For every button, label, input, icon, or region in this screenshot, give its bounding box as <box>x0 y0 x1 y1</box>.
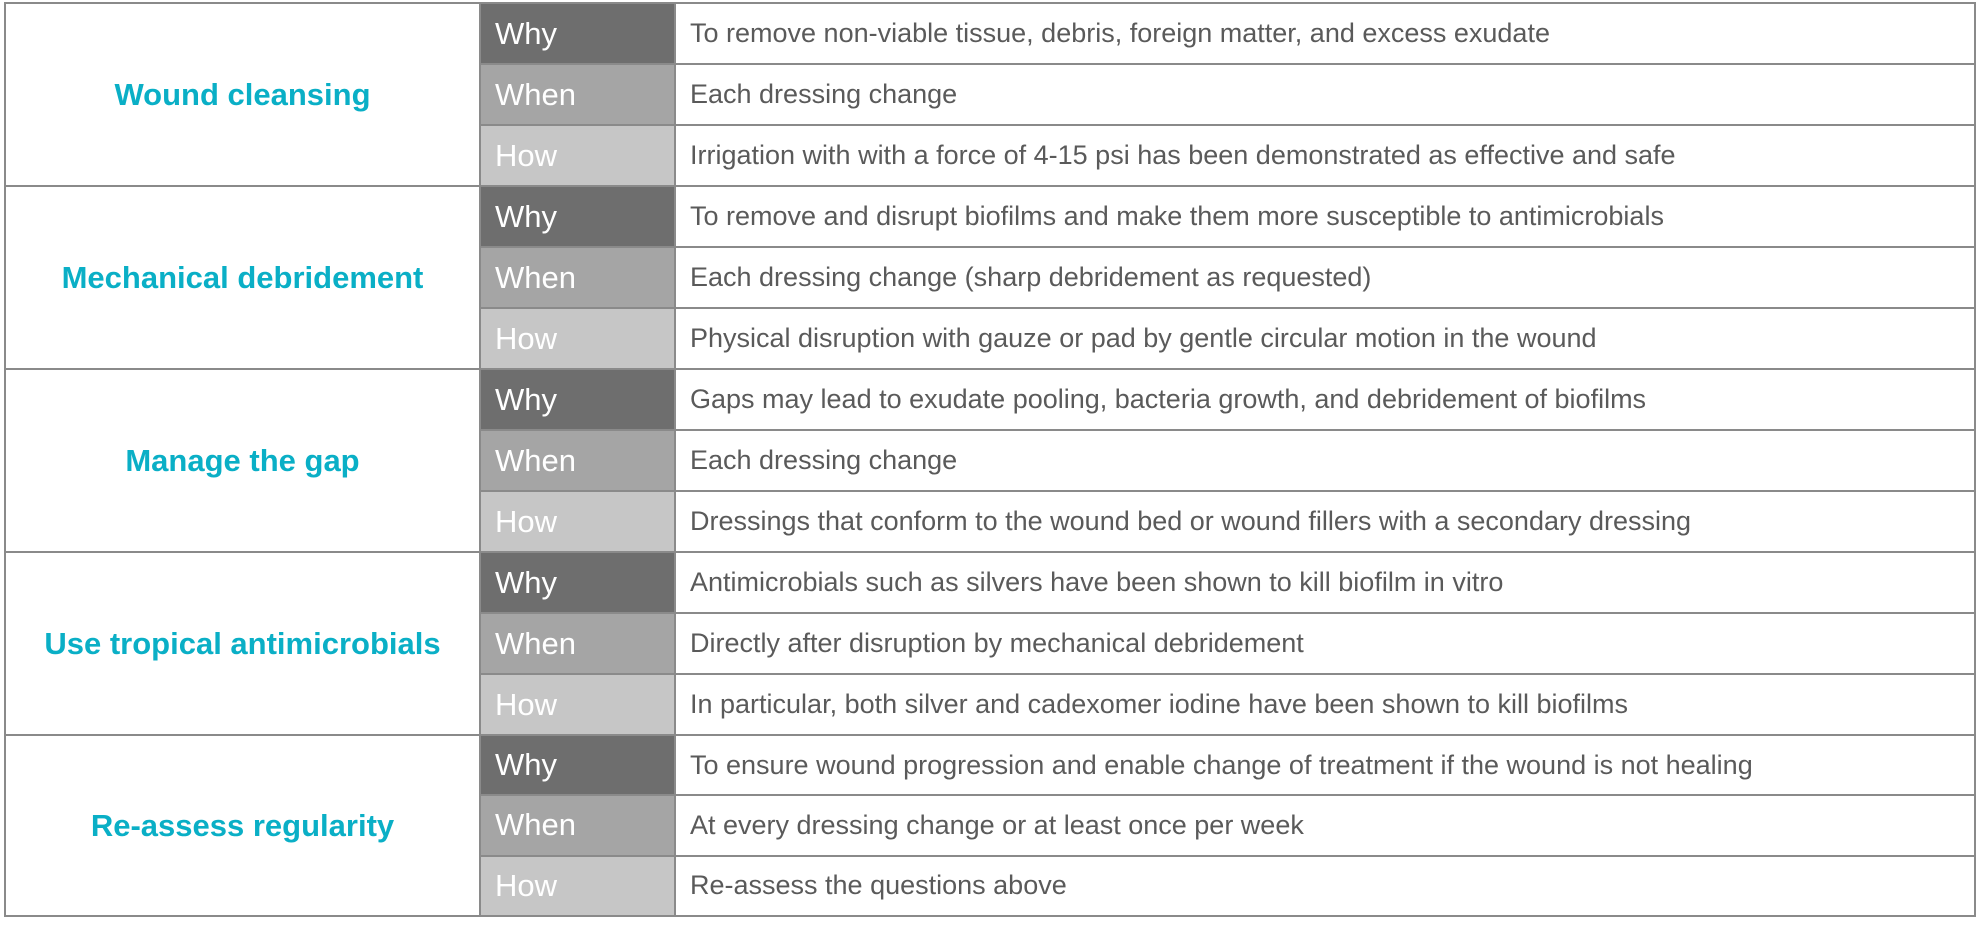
section-mechanical-debridement <box>4 185 1976 368</box>
section-rows <box>481 734 1976 917</box>
how-label: How <box>481 675 676 734</box>
why-row <box>481 734 1976 794</box>
how-text: In particular, both silver and cadexomer iodine have been shown to kill biofilms <box>690 689 1629 719</box>
how-text: Irrigation with with a force of 4-15 psi has been demonstrated as effective and safe <box>690 140 1676 170</box>
why-label: Why <box>481 370 676 429</box>
how-label: How <box>481 857 676 915</box>
section-title: Mechanical debridement <box>4 185 481 368</box>
when-row <box>481 612 1976 673</box>
why-label: Why <box>481 736 676 794</box>
section-title: Use tropical antimicrobials <box>4 551 481 734</box>
why-row <box>481 2 1976 63</box>
how-row <box>481 673 1976 734</box>
how-text: Dressings that conform to the wound bed or wound fillers with a secondary dressing <box>690 506 1692 536</box>
section-rows <box>481 2 1976 185</box>
how-label: How <box>481 309 676 368</box>
why-text: To ensure wound progression and enable change of treatment if the wound is not healing <box>690 749 1753 780</box>
how-row <box>481 307 1976 368</box>
when-text: Directly after disruption by mechanical debridement <box>690 628 1304 658</box>
when-text: At every dressing change or at least once per week <box>690 809 1304 840</box>
when-text: Each dressing change (sharp debridement as requested) <box>690 262 1372 292</box>
how-row <box>481 124 1976 185</box>
when-row <box>481 63 1976 124</box>
section-re-assess-regularity <box>4 734 1976 917</box>
when-label: When <box>481 65 676 124</box>
why-label: Why <box>481 553 676 612</box>
how-text: Re-assess the questions above <box>690 870 1067 901</box>
why-text: Antimicrobials such as silvers have been shown to kill biofilm in vitro <box>690 567 1504 597</box>
how-text: Physical disruption with gauze or pad by gentle circular motion in the wound <box>690 323 1597 353</box>
section-rows <box>481 368 1976 551</box>
how-label: How <box>481 126 676 185</box>
section-manage-the-gap <box>4 368 1976 551</box>
why-text: Gaps may lead to exudate pooling, bacteria growth, and debridement of biofilms <box>690 384 1647 414</box>
when-label: When <box>481 248 676 307</box>
section-title: Wound cleansing <box>4 2 481 185</box>
why-row <box>481 551 1976 612</box>
when-text: Each dressing change <box>690 79 958 109</box>
why-text: To remove and disrupt biofilms and make them more susceptible to antimicrobials <box>690 201 1664 231</box>
when-row <box>481 246 1976 307</box>
how-row <box>481 855 1976 917</box>
why-label: Why <box>481 4 676 63</box>
why-label: Why <box>481 187 676 246</box>
how-label: How <box>481 492 676 551</box>
when-label: When <box>481 796 676 854</box>
how-row <box>481 490 1976 551</box>
when-label: When <box>481 614 676 673</box>
section-rows <box>481 551 1976 734</box>
wound-care-table <box>4 2 1976 917</box>
section-title: Manage the gap <box>4 368 481 551</box>
when-text: Each dressing change <box>690 445 958 475</box>
when-label: When <box>481 431 676 490</box>
why-row <box>481 185 1976 246</box>
why-row <box>481 368 1976 429</box>
why-text: To remove non-viable tissue, debris, foreign matter, and excess exudate <box>690 18 1550 48</box>
when-row <box>481 794 1976 854</box>
section-use-tropical-antimicrobials <box>4 551 1976 734</box>
when-row <box>481 429 1976 490</box>
section-rows <box>481 185 1976 368</box>
section-title: Re-assess regularity <box>4 734 481 917</box>
section-wound-cleansing <box>4 2 1976 185</box>
